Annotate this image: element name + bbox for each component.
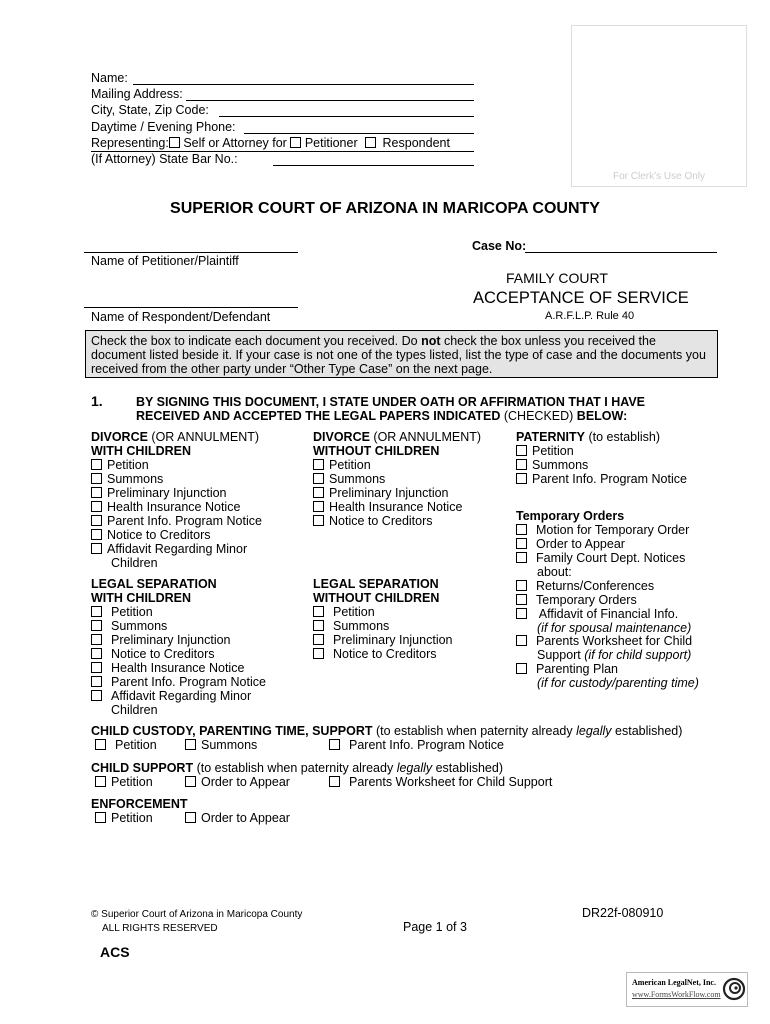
checkbox[interactable]: [91, 529, 102, 540]
paternity-item[interactable]: Parent Info. Program Notice: [516, 472, 687, 486]
checkbox[interactable]: [313, 501, 324, 512]
checkbox[interactable]: [91, 662, 102, 673]
custody-item[interactable]: Summons: [185, 738, 257, 752]
city-field[interactable]: [219, 116, 474, 117]
divorce-with-item[interactable]: Notice to Creditors: [91, 528, 211, 542]
representing-row: [91, 135, 450, 151]
checkbox[interactable]: [91, 543, 102, 554]
support-item[interactable]: Order to Appear: [185, 775, 290, 789]
respondent-option: Respondent: [382, 136, 450, 150]
instructions-text-1: Check the box to indicate each document you received. Do: [91, 334, 422, 348]
copyright: © Superior Court of Arizona in Maricopa County: [91, 909, 303, 920]
checkbox[interactable]: [313, 487, 324, 498]
sep-without-subheading: WITHOUT CHILDREN: [313, 591, 440, 605]
case-no-field[interactable]: [525, 252, 717, 253]
address-field[interactable]: [186, 100, 474, 101]
checkbox[interactable]: [91, 473, 102, 484]
temp-orders-item[interactable]: Motion for Temporary Order: [516, 523, 689, 537]
oath-line-1: BY SIGNING THIS DOCUMENT, I STATE UNDER OATH OR AFFIRMATION THAT I HAVE: [136, 395, 646, 409]
oath-line-2: RECEIVED AND ACCEPTED THE LEGAL PAPERS INDICATED (CHECKED) BELOW:: [136, 409, 628, 423]
divorce-with-subheading: WITH CHILDREN: [91, 444, 191, 458]
petitioner-option: Petitioner: [304, 136, 358, 150]
divorce-with-item-cont: Children: [111, 556, 158, 570]
checkbox[interactable]: [91, 487, 102, 498]
respondent-checkbox[interactable]: [365, 137, 376, 148]
divorce-without-item[interactable]: Summons: [313, 472, 385, 486]
divorce-without-item[interactable]: Health Insurance Notice: [313, 500, 462, 514]
checkbox[interactable]: [91, 606, 102, 617]
case-no-label: Case No:: [472, 239, 527, 253]
checkbox[interactable]: [91, 620, 102, 631]
checkbox[interactable]: [329, 776, 340, 787]
instructions-box: [85, 330, 718, 378]
rule-label: A.R.F.L.P. Rule 40: [545, 310, 635, 322]
sep-without-heading: LEGAL SEPARATION: [313, 577, 439, 591]
checkbox[interactable]: [91, 501, 102, 512]
temp-orders-item[interactable]: Parenting Plan: [516, 662, 618, 676]
support-item[interactable]: Parents Worksheet for Child Support: [329, 775, 552, 789]
checkbox[interactable]: [313, 634, 324, 645]
checkbox[interactable]: [516, 473, 527, 484]
checkbox[interactable]: [516, 538, 527, 549]
sep-with-item[interactable]: Health Insurance Notice: [91, 661, 244, 675]
temp-orders-item[interactable]: Parents Worksheet for Child: [516, 634, 692, 648]
phone-field[interactable]: [244, 133, 474, 134]
checkbox[interactable]: [516, 635, 527, 646]
family-court-label: FAMILY COURT: [506, 270, 608, 286]
checkbox[interactable]: [313, 606, 324, 617]
custody-item[interactable]: Petition: [95, 738, 157, 752]
checkbox[interactable]: [91, 634, 102, 645]
checkbox[interactable]: [516, 524, 527, 535]
sep-with-heading: LEGAL SEPARATION: [91, 577, 217, 591]
form-number: DR22f-080910: [582, 906, 664, 920]
checkbox[interactable]: [516, 552, 527, 563]
legalnet-logo: [626, 972, 748, 1007]
divorce-without-heading: DIVORCE (OR ANNULMENT): [313, 430, 482, 444]
checkbox[interactable]: [185, 812, 196, 823]
checkbox[interactable]: [95, 812, 106, 823]
divorce-with-item[interactable]: Preliminary Injunction: [91, 486, 227, 500]
rights-reserved: ALL RIGHTS RESERVED: [102, 923, 218, 934]
checkbox[interactable]: [313, 648, 324, 659]
checkbox[interactable]: [313, 459, 324, 470]
respondent-label: Name of Respondent/Defendant: [91, 310, 271, 324]
document-title: ACCEPTANCE OF SERVICE: [473, 289, 689, 307]
temp-orders-pw-cont: Support (if for child support): [537, 648, 692, 662]
checkbox[interactable]: [516, 663, 527, 674]
checkbox[interactable]: [91, 648, 102, 659]
support-item[interactable]: Petition: [95, 775, 153, 789]
checkbox[interactable]: [516, 459, 527, 470]
divorce-with-item[interactable]: Parent Info. Program Notice: [91, 514, 262, 528]
self-attorney-label: Self or Attorney for: [183, 136, 287, 150]
divorce-with-heading: DIVORCE (OR ANNULMENT): [91, 430, 260, 444]
checkbox[interactable]: [516, 608, 527, 619]
sep-with-item-cont: Children: [111, 703, 158, 717]
name-label: Name:: [91, 71, 128, 85]
checkbox[interactable]: [95, 776, 106, 787]
temp-orders-note: (if for spousal maintenance): [537, 621, 692, 635]
paternity-item[interactable]: Petition: [516, 444, 574, 458]
instructions-not: not: [421, 334, 441, 348]
temp-orders-item[interactable]: Order to Appear: [516, 537, 625, 551]
temp-orders-item[interactable]: Temporary Orders: [516, 593, 637, 607]
phone-label: Daytime / Evening Phone:: [91, 120, 236, 134]
sep-without-item[interactable]: Notice to Creditors: [313, 647, 437, 661]
city-label: City, State, Zip Code:: [91, 103, 209, 117]
paternity-heading: PATERNITY (to establish): [516, 430, 661, 444]
sep-with-item[interactable]: Preliminary Injunction: [91, 633, 231, 647]
self-checkbox[interactable]: [169, 137, 180, 148]
page-number: Page 1 of 3: [403, 920, 467, 934]
divorce-with-item[interactable]: Affidavit Regarding Minor: [91, 542, 247, 556]
respondent-name-field[interactable]: [84, 307, 298, 308]
sep-with-item[interactable]: Notice to Creditors: [91, 647, 215, 661]
enforcement-heading: ENFORCEMENT: [91, 797, 188, 811]
checkbox[interactable]: [91, 515, 102, 526]
clerk-use-box: [571, 25, 747, 187]
sep-with-item[interactable]: Petition: [91, 605, 153, 619]
divorce-with-item[interactable]: Health Insurance Notice: [91, 500, 240, 514]
address-label: Mailing Address:: [91, 87, 183, 101]
enforcement-item[interactable]: Order to Appear: [185, 811, 290, 825]
temp-orders-about: about:: [537, 565, 572, 579]
checkbox[interactable]: [313, 473, 324, 484]
checkbox[interactable]: [516, 594, 527, 605]
custody-item[interactable]: Parent Info. Program Notice: [329, 738, 504, 752]
divorce-without-item[interactable]: Notice to Creditors: [313, 514, 433, 528]
form-code: ACS: [100, 944, 130, 960]
sep-with-subheading: WITH CHILDREN: [91, 591, 191, 605]
section-number: 1.: [91, 393, 103, 409]
clerk-use-label: For Clerk’s Use Only: [612, 171, 706, 182]
logo-swirl-icon: [722, 976, 746, 1002]
temp-orders-item[interactable]: Family Court Dept. Notices: [516, 551, 685, 565]
paternity-item[interactable]: Summons: [516, 458, 588, 472]
instructions-text-2: check the box unless you received the document listed beside it. If your case is not one of the types listed, list the type of case and the documents you received from the other party under “Other Type Case” on the next page.: [91, 334, 706, 376]
checkbox[interactable]: [185, 776, 196, 787]
checkbox[interactable]: [516, 445, 527, 456]
custody-heading: CHILD CUSTODY, PARENTING TIME, SUPPORT (to establish when paternity already legally established): [91, 724, 683, 738]
temp-orders-item[interactable]: Affidavit of Financial Info.: [516, 607, 678, 621]
sep-without-item[interactable]: Summons: [313, 619, 389, 633]
divorce-with-item[interactable]: Summons: [91, 472, 163, 486]
temp-orders-note: (if for custody/parenting time): [537, 676, 699, 690]
checkbox[interactable]: [185, 739, 196, 750]
bar-no-label: (If Attorney) State Bar No.:: [91, 152, 238, 166]
temp-orders-heading: Temporary Orders: [516, 509, 625, 523]
support-heading: CHILD SUPPORT (to establish when paternity already legally established): [91, 761, 503, 775]
checkbox[interactable]: [313, 515, 324, 526]
logo-text-2: www.FormsWorkFlow.com: [632, 990, 721, 999]
checkbox[interactable]: [313, 620, 324, 631]
sep-with-item[interactable]: Affidavit Regarding Minor: [91, 689, 251, 703]
checkbox[interactable]: [91, 459, 102, 470]
logo-text-1: American LegalNet, Inc.: [632, 978, 716, 987]
sep-without-item[interactable]: Petition: [313, 605, 375, 619]
petitioner-label: Name of Petitioner/Plaintiff: [91, 254, 239, 268]
court-title: SUPERIOR COURT OF ARIZONA IN MARICOPA COUNTY: [170, 200, 600, 217]
sep-with-item[interactable]: Parent Info. Program Notice: [91, 675, 266, 689]
name-field[interactable]: [133, 84, 474, 85]
divorce-without-item[interactable]: Preliminary Injunction: [313, 486, 449, 500]
petitioner-checkbox[interactable]: [290, 137, 301, 148]
divorce-without-subheading: WITHOUT CHILDREN: [313, 444, 440, 458]
divorce-with-item[interactable]: Petition: [91, 458, 149, 472]
checkbox[interactable]: [95, 739, 106, 750]
sep-without-item[interactable]: Preliminary Injunction: [313, 633, 453, 647]
sep-with-item[interactable]: Summons: [91, 619, 167, 633]
temp-orders-item[interactable]: Returns/Conferences: [516, 579, 654, 593]
checkbox[interactable]: [329, 739, 340, 750]
divorce-without-item[interactable]: Petition: [313, 458, 371, 472]
checkbox[interactable]: [91, 690, 102, 701]
checkbox[interactable]: [91, 676, 102, 687]
enforcement-item[interactable]: Petition: [95, 811, 153, 825]
bar-no-field[interactable]: [273, 165, 474, 166]
checkbox[interactable]: [516, 580, 527, 591]
representing-label: Representing:: [91, 136, 169, 150]
